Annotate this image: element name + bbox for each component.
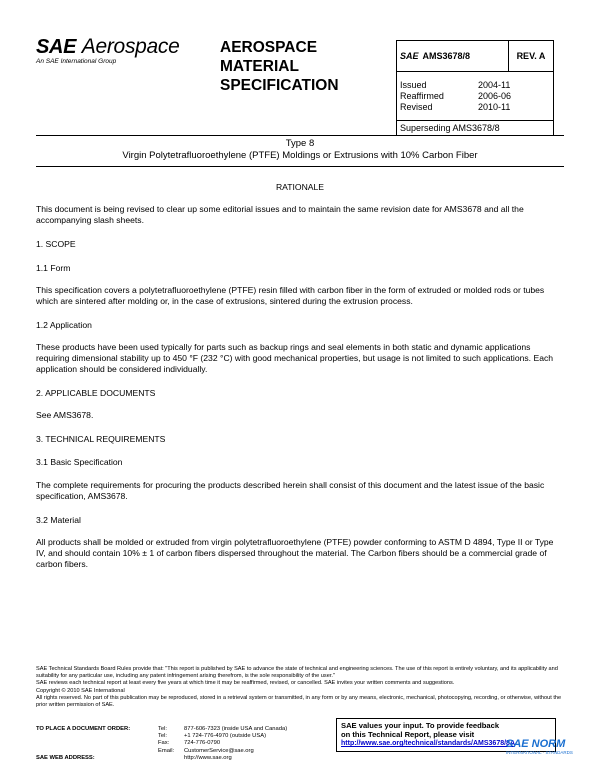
tel-value: +1 724-776-4970 (outside USA) xyxy=(184,733,267,740)
section-2-text: See AMS3678. xyxy=(36,410,94,420)
brand-tagline: An SAE International Group xyxy=(36,58,117,65)
web-label: SAE WEB ADDRESS: xyxy=(36,754,95,761)
email-link[interactable]: CustomerService@sae.org xyxy=(184,747,254,754)
order-contact-block xyxy=(36,726,287,762)
title-line-2: MATERIAL xyxy=(220,58,299,75)
document-topic xyxy=(36,138,564,162)
section-1-1-heading: 1.1 Form xyxy=(36,263,71,273)
brand-name: Aerospace xyxy=(81,35,180,58)
section-3-2-heading: 3.2 Material xyxy=(36,515,81,525)
section-1-2-heading: 1.2 Application xyxy=(36,320,92,330)
section-3-1-heading: 3.1 Basic Specification xyxy=(36,457,123,467)
document-number-cell xyxy=(397,41,509,72)
footer-note-review: SAE reviews each technical report at least every five years at which time it may be reaffirmed, revised, or cancelled. SAE invites your written comments and suggestions. xyxy=(36,680,455,687)
date-row xyxy=(400,102,550,113)
date-label: Issued xyxy=(400,79,427,90)
footer-notes xyxy=(36,666,564,709)
watermark-text: SAE NORM xyxy=(506,738,566,750)
section-1-1-text: This specification covers a polytetrafluoroethylene (PTFE) resin filled with carbon fiber in the form of extruded or molded rods or tubes which are sintered after molding or, in the case of extrusions, sintered during the extrusion process. xyxy=(36,285,545,306)
date-label: Reaffirmed xyxy=(400,90,444,101)
section-3-1-text: The complete requirements for procuring the products described herein shall consist of this document and the latest issue of the basic specification, AMS3678. xyxy=(36,480,545,501)
date-label: Revised xyxy=(400,101,433,112)
rationale-text: This document is being revised to clear up some editorial issues and to maintain the same revision date for AMS3678 and all the accompanying slash sheets. xyxy=(36,204,524,225)
document-number: AMS3678/8 xyxy=(422,51,471,61)
section-3-heading: 3. TECHNICAL REQUIREMENTS xyxy=(36,434,166,444)
title-line-1: AEROSPACE xyxy=(220,39,318,56)
footer-note-rules: SAE Technical Standards Board Rules provide that: "This report is published by SAE to advance the state of technical and engineering sciences. The use of this report is entirely voluntary, and its applicability and suitability for any particular use, including any patent infringement arising therefrom, is the sole responsibility of the user." xyxy=(36,666,558,680)
document-info-table xyxy=(396,40,554,136)
rationale-heading: RATIONALE xyxy=(275,182,325,192)
fax-label: Fax: xyxy=(158,740,170,747)
tel-label: Tel: xyxy=(158,733,168,740)
date-row xyxy=(400,91,550,102)
sae-norm-watermark xyxy=(506,738,586,764)
watermark-subtext: INTERNATIONAL · STANDARDS xyxy=(506,750,573,755)
brand-sae: SAE xyxy=(36,36,77,58)
feedback-line-1: SAE values your input. To provide feedback xyxy=(341,721,500,730)
date-value: 2004-11 xyxy=(478,79,511,90)
tel-value: 877-606-7323 (inside USA and Canada) xyxy=(184,726,288,732)
section-3-2-text: All products shall be molded or extruded from virgin polytetrafluoroethylene (PTFE) powder conforming to ASTM D 4894, Type II or Type IV, and should contain 10% ± 1 of carbon fibers dispersed throughout the material. The Carbon fibers should be a commercial grade of carbon fibers. xyxy=(36,537,554,569)
date-value: 2006-06 xyxy=(478,90,512,101)
tel-label: Tel: xyxy=(158,726,168,732)
topic-type: Type 8 xyxy=(285,138,315,149)
web-link[interactable]: http://www.sae.org xyxy=(184,754,232,761)
section-1-2-text: These products have been used typically for parts such as backup rings and seal elements in both static and dynamic applications requiring dimensional stability up to 450 °F (232 °C) with good mechanical properties, but usage is not limited to such applications. Each application should be considered individually. xyxy=(36,342,554,374)
title-line-3: SPECIFICATION xyxy=(220,77,339,94)
footer-rights: All rights reserved. No part of this publication may be reproduced, stored in a retrieval system or transmitted, in any form or by any means, electronic, mechanical, photocopying, recording, or otherwise, without the prior written permission of SAE. xyxy=(36,694,562,709)
dates-cell xyxy=(397,72,554,121)
footer-copyright: Copyright © 2010 SAE International xyxy=(36,687,125,694)
date-row xyxy=(400,80,550,91)
date-value: 2010-11 xyxy=(478,101,511,112)
order-label: TO PLACE A DOCUMENT ORDER: xyxy=(36,726,131,732)
feedback-line-2: on this Technical Report, please visit xyxy=(341,730,475,739)
doc-sae-mark: SAE xyxy=(400,51,419,61)
topic-title: Virgin Polytetrafluoroethylene (PTFE) Moldings or Extrusions with 10% Carbon Fiber xyxy=(122,150,478,161)
section-2-heading: 2. APPLICABLE DOCUMENTS xyxy=(36,388,156,398)
document-type-title xyxy=(220,38,390,95)
sae-aerospace-logo xyxy=(36,36,196,65)
revision-cell: REV. A xyxy=(509,41,554,72)
section-1-heading: 1. SCOPE xyxy=(36,239,76,249)
divider xyxy=(36,166,564,167)
superseding-cell: Superseding AMS3678/8 xyxy=(397,121,554,136)
feedback-link[interactable]: http://www.sae.org/technical/standards/AMS3678/8A xyxy=(341,740,516,747)
divider xyxy=(36,135,564,136)
fax-value: 724-776-0790 xyxy=(184,740,221,747)
email-label: Email: xyxy=(158,747,175,754)
